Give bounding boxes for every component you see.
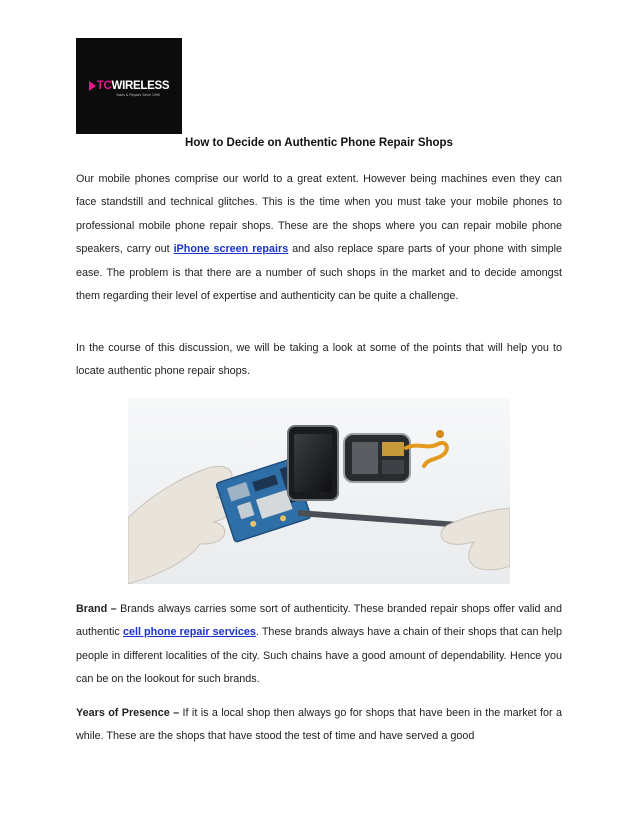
intro-text-end: and also replace spare parts of your phone with simple ease. The problem is that there are a number of such shops in the market and to decide amongst them regarding their level of expertise and authenticity can be quite a challenge.: [76, 243, 563, 303]
cell-phone-repair-services-link[interactable]: cell phone repair services: [122, 626, 256, 639]
years-lead: Years of Presence –: [76, 707, 180, 719]
brand-paragraph: [76, 598, 562, 692]
tc-wireless-logo: [76, 38, 182, 134]
phone-repair-photo: [128, 398, 510, 584]
brand-text-end: . These brands always have a chain of their shops that can help people in different localities of the city. Such chains have a good amount of dependability. Hence you can be on the lookout for such brands.: [76, 626, 562, 686]
logo-arrow-icon: [89, 81, 96, 91]
intro-text-start: Our mobile phones comprise our world to a great extent. However being machines even they can face standstill and technical glitches. This is the time when you must take your mobile phones to professional mobile phone repair shops. These are the shops where you can repair mobile phone speakers, carry out: [76, 173, 562, 256]
brand-text-start: Brands always carries some sort of authenticity. These branded repair shops offer valid and authentic: [76, 603, 562, 639]
iphone-screen-repairs-link[interactable]: iPhone screen repairs: [173, 243, 289, 256]
logo-text-tc: TC: [96, 79, 112, 92]
years-paragraph: [76, 702, 562, 749]
logo-text-wireless: WIRELESS: [111, 79, 170, 92]
logo-wordmark: [89, 80, 169, 92]
intro-paragraph: [76, 168, 562, 308]
course-paragraph: In the course of this discussion, we will be taking a look at some of the points that will help you to locate authentic phone repair shops.: [76, 342, 562, 378]
article-title: How to Decide on Authentic Phone Repair Shops: [185, 137, 453, 149]
logo-tagline: Sales & Repairs Since 1996: [116, 92, 160, 97]
years-text: If it is a local shop then always go for shops that have been in the market for a while. These are the shops that have stood the test of time and have served a good: [76, 707, 562, 743]
brand-lead: Brand –: [76, 603, 117, 615]
